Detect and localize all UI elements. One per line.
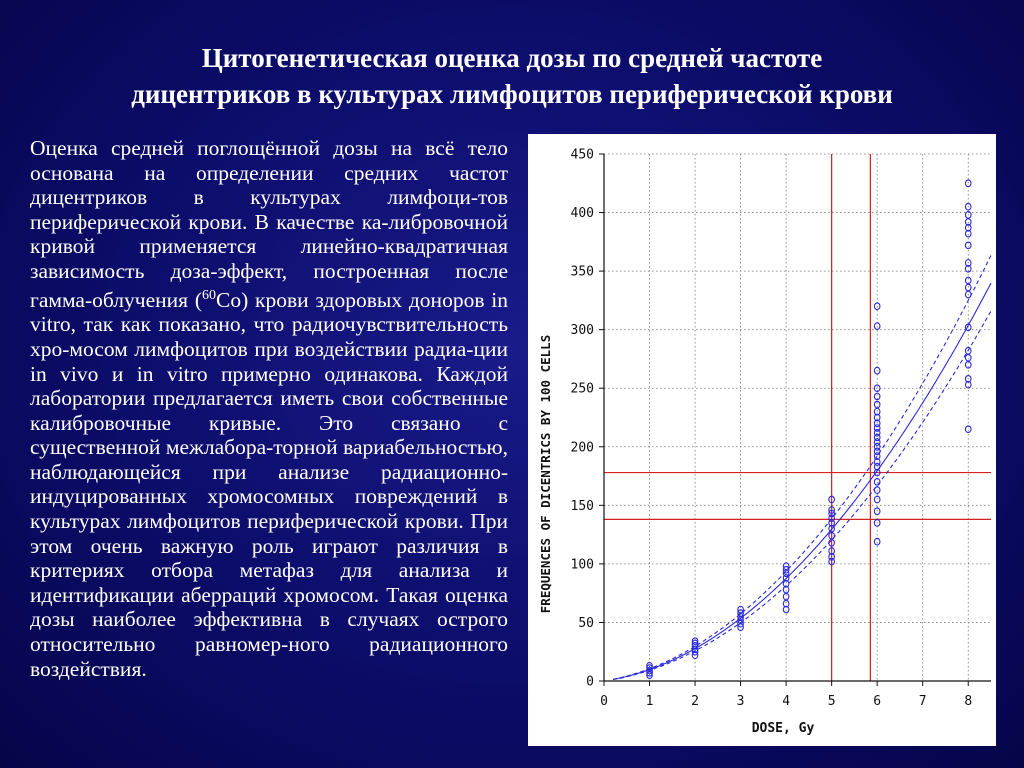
axes-layer [571, 148, 991, 710]
x-axis-title: DOSE, Gy [751, 721, 815, 736]
x-tick-label: 2 [691, 694, 699, 709]
text-before-isotope: Оценка средней поглощённой дозы на всё тело основана на определении средних частот дицентриков в культурах лимфоци-тов периферической крови. В качестве ка-либровочной кривой применяется линейно-квадратичная зависимость доза-эффект, построенная после гамма-облучения ( [30, 136, 508, 312]
isotope-symbol: Co [215, 287, 242, 312]
y-tick-label: 300 [570, 323, 594, 339]
y-tick-label: 250 [570, 381, 594, 397]
x-tick-label: 8 [964, 694, 973, 709]
x-tick-label: 5 [827, 694, 836, 709]
y-tick-label: 350 [570, 264, 594, 280]
chart-panel [528, 134, 996, 746]
confidence-upper-curve [613, 255, 991, 679]
title-line-2: дицентриков в культурах лимфоцитов периферической крови [131, 79, 893, 109]
text-after-isotope: ) крови здоровых доноров in vitro, так как показано, что радиочувствительность хро-мосом лимфоцитов при воздействии радиа-ции in vivo и in vitro примерно одинакова. Каждой лаборатории предлагается иметь свои собственные калибровочные кривые. Это связано с существенной межлабора-торной вариабельностью, наблюдающейся при анализе радиационно-индуцированных хромосомных повреждений в культурах лимфоцитов периферической крови. При этом очень важную роль играют различия в критериях отбора метафаз для анализа и идентификации аберраций хромосом. Такая оценка дозы наиболее эффективна в случаях острого относительно равномер-ного радиационного воздействия. [30, 287, 508, 681]
y-tick-label: 0 [586, 674, 594, 690]
dose-response-chart [528, 134, 996, 746]
y-tick-label: 200 [570, 440, 594, 456]
data-point [874, 479, 880, 486]
description-paragraph [30, 136, 508, 681]
title-line-1: Цитогенетическая оценка дозы по средней частоте [201, 43, 823, 73]
y-tick-label: 450 [570, 147, 594, 163]
x-tick-label: 7 [918, 694, 927, 709]
data-point [965, 284, 971, 291]
confidence-lower-curve [613, 311, 991, 680]
y-tick-label: 50 [578, 615, 594, 631]
x-tick-label: 3 [736, 694, 745, 709]
x-tick-label: 4 [782, 694, 791, 709]
y-tick-label: 400 [570, 206, 594, 222]
grid-layer [604, 154, 991, 681]
isotope-mass: 60 [201, 287, 216, 303]
fit-curve [613, 283, 991, 679]
y-axis-title: FREQUENCES OF DICENTRICS BY 100 CELLS [538, 334, 553, 614]
x-tick-label: 1 [645, 694, 654, 709]
x-tick-label: 0 [600, 694, 608, 709]
fit-curves-layer [613, 255, 991, 679]
slide-title [20, 40, 1004, 112]
y-tick-label: 100 [570, 557, 594, 573]
reference-lines-layer [604, 154, 991, 681]
y-tick-label: 150 [570, 498, 594, 514]
x-tick-label: 6 [873, 694, 882, 709]
